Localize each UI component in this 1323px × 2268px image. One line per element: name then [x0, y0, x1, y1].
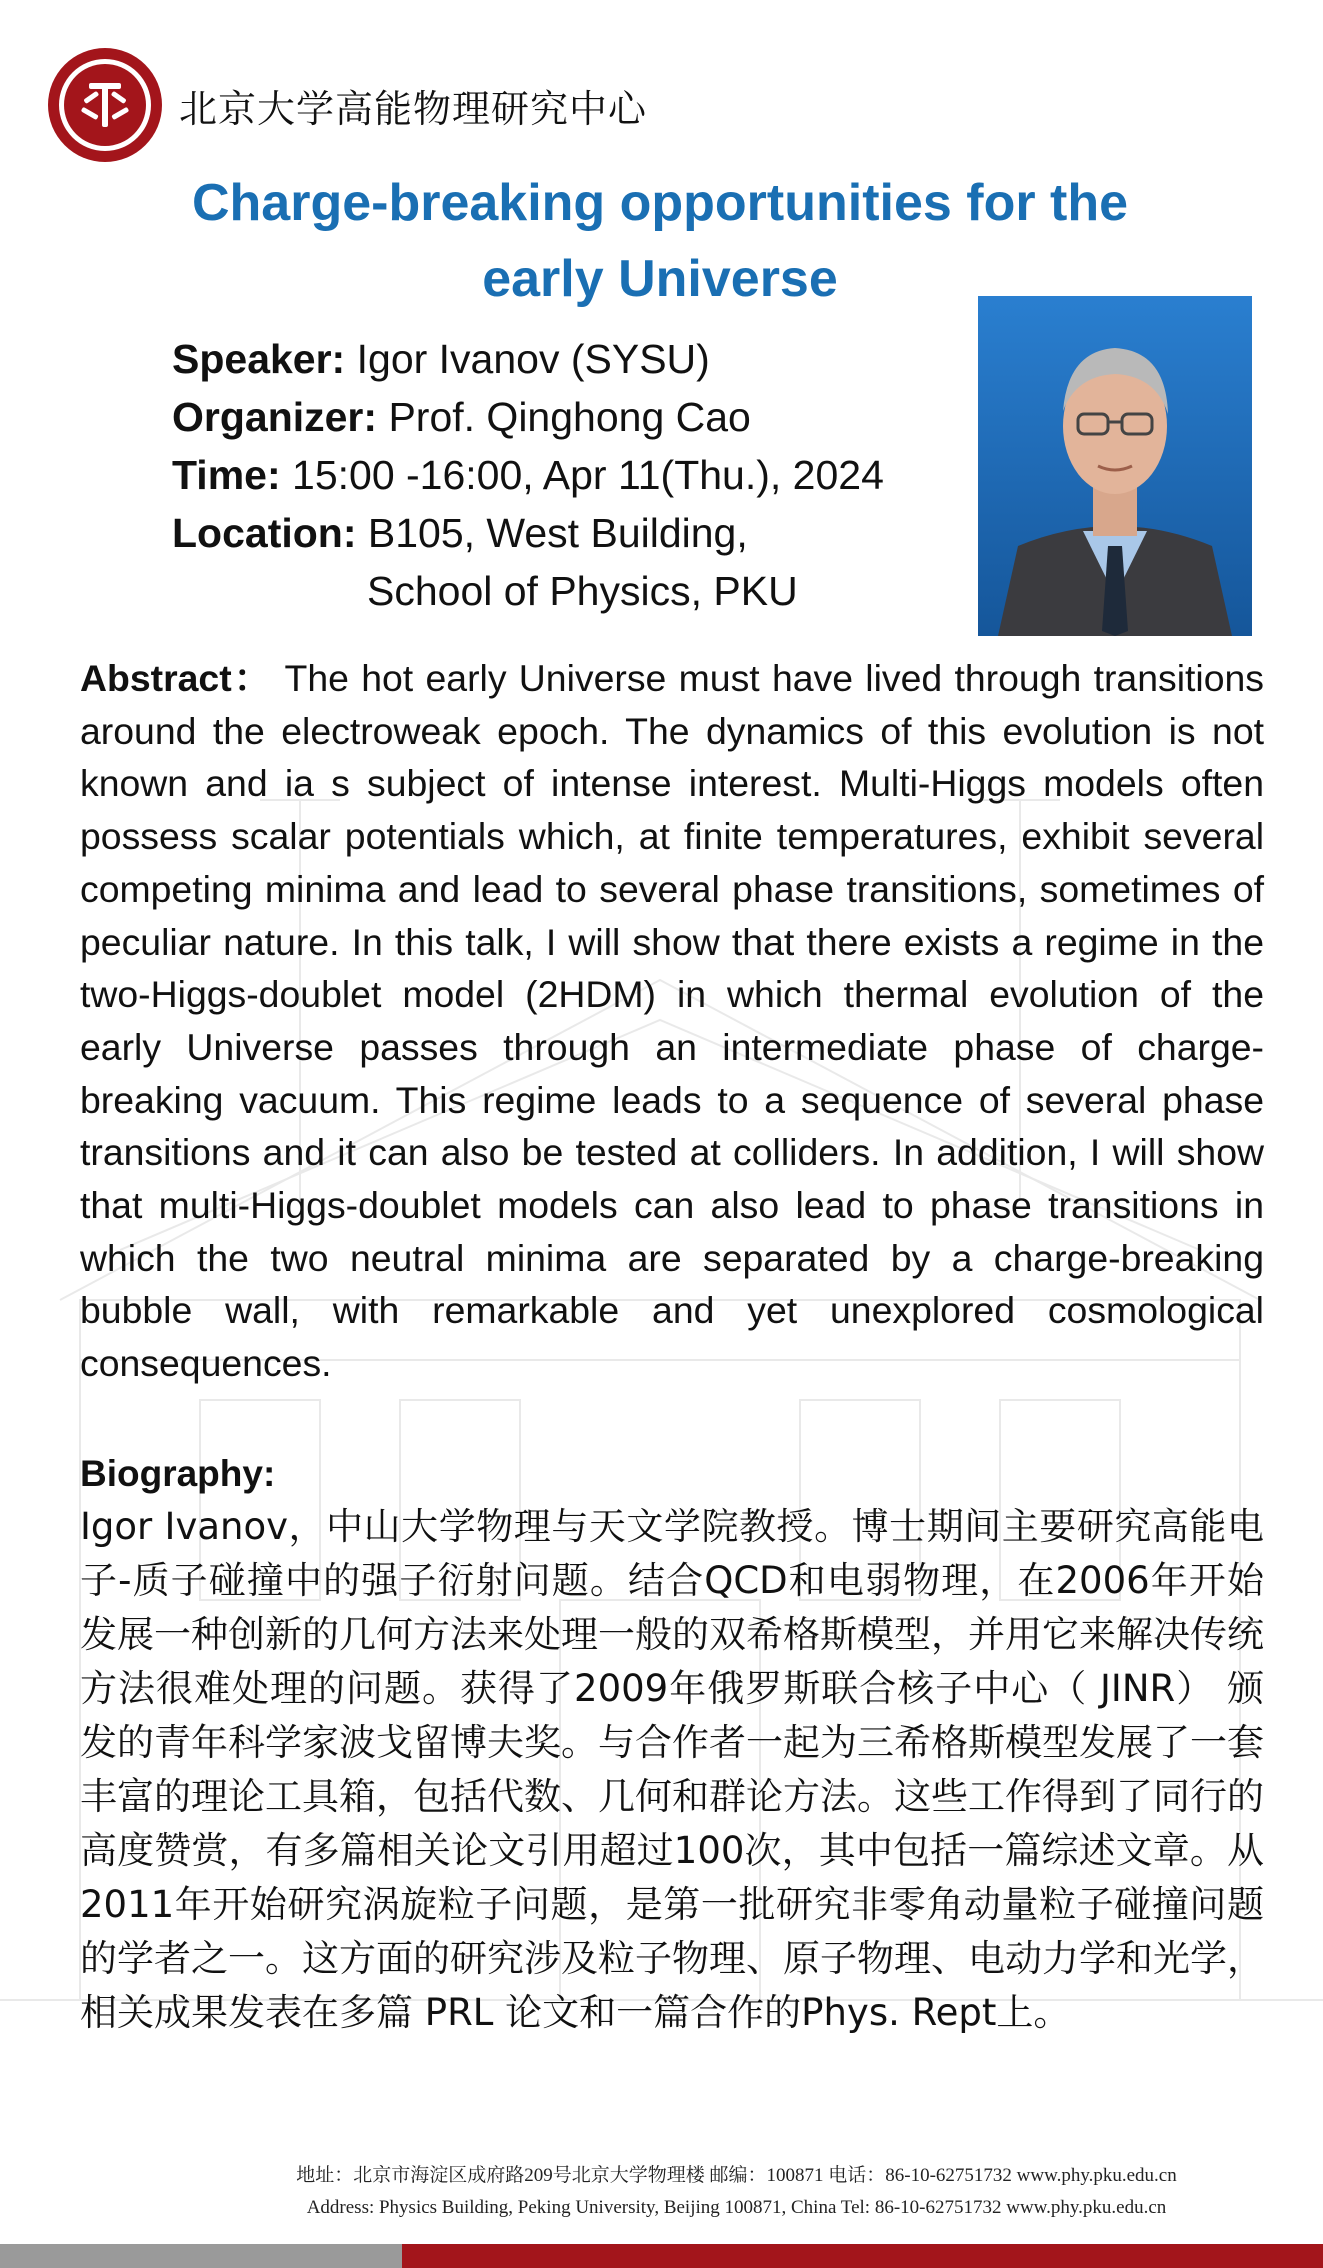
speaker-label: Speaker: [172, 336, 346, 382]
organizer-label: Organizer: [172, 394, 378, 440]
biography-label: Biography: [80, 1453, 276, 1494]
abstract [80, 652, 1264, 1390]
talk-title-line2: early Universe [482, 250, 838, 308]
time-row [172, 446, 972, 504]
peking-university-logo [45, 45, 165, 165]
talk-info [172, 330, 972, 620]
location-row-2 [172, 562, 972, 620]
abstract-label: Abstract： [80, 657, 273, 699]
talk-title [40, 165, 1280, 317]
location-row [172, 504, 972, 562]
footer-address-cn: 地址：北京市海淀区成府路209号北京大学物理楼 邮编：100871 电话：86-10-62751732 www.phy.pku.edu.cn [296, 2165, 1177, 2186]
speaker-row [172, 330, 972, 388]
footer-address-en: Address: Physics Building, Peking University, Beijing 100871, China Tel: 86-10-62751732 www.phy.pku.edu.cn [306, 2197, 1167, 2218]
footer [0, 2160, 1323, 2224]
speaker-photo [978, 296, 1252, 636]
bottom-bar-gray [0, 2244, 402, 2268]
talk-title-line1: Charge-breaking opportunities for the [191, 174, 1129, 232]
time-value: 15:00 -16:00, Apr 11(Thu.), 2024 [292, 452, 884, 498]
organizer-value: Prof. Qinghong Cao [388, 394, 751, 440]
time-label: Time: [172, 452, 281, 498]
header [45, 45, 647, 165]
organizer-row [172, 388, 972, 446]
biography-text: Igor Ivanov，中山大学物理与天文学院教授。博士期间主要研究高能电子-质子碰撞中的强子衍射问题。结合QCD和电弱物理，在2006年开始发展一种创新的几何方法来处理一般的双希格斯模型，并用它来解决传统方法很难处理的问题。获得了2009年俄罗斯联合核子中心（ JINR） 颁发的青年科学家波戈留博夫奖。与合作者一起为三希格斯模型发展了一套丰富的理论工具箱，包括代数、几何和群论方法。这些工作得到了同行的高度赞赏，有多篇相关论文引用超过100次，其中包括一篇综述文章。从2011年开始研究涡旋粒子问题，是第一批研究非零角动量粒子碰撞问题的学者之一。这方面的研究涉及粒子物理、原子物理、电动力学和光学，相关成果发表在多篇 PRL 论文和一篇合作的Phys. Rept上。 [80, 1505, 1264, 2034]
bottom-bar [0, 2244, 1323, 2268]
location-value-line1: B105, West Building, [367, 510, 748, 556]
abstract-text: The hot early Universe must have lived through transitions around the electroweak epoch. The dynamics of this evolution is not known and ia s subject of intense interest. Multi-Higgs models often possess scalar potentials which, at finite temperatures, exhibit several competing minima and lead to several phase transitions, sometimes of peculiar nature. In this talk, I will show that there exists a regime in the two-Higgs-doublet model (2HDM) in which thermal evolution of the early Universe passes through an intermediate phase of charge-breaking vacuum. This regime leads to a sequence of several phase transitions and it can also be tested at colliders. In addition, I will show that multi-Higgs-doublet models can also lead to phase transitions in which the two neutral minima are separated by a charge-breaking bubble wall, with remarkable and yet unexplored cosmological consequences. [80, 657, 1265, 1385]
location-label: Location: [172, 510, 357, 556]
location-value-line2: School of Physics, PKU [367, 568, 798, 614]
org-name: 北京大学高能物理研究中心 [179, 86, 648, 131]
bottom-bar-red [402, 2244, 1323, 2268]
speaker-value: Igor Ivanov (SYSU) [356, 336, 710, 382]
